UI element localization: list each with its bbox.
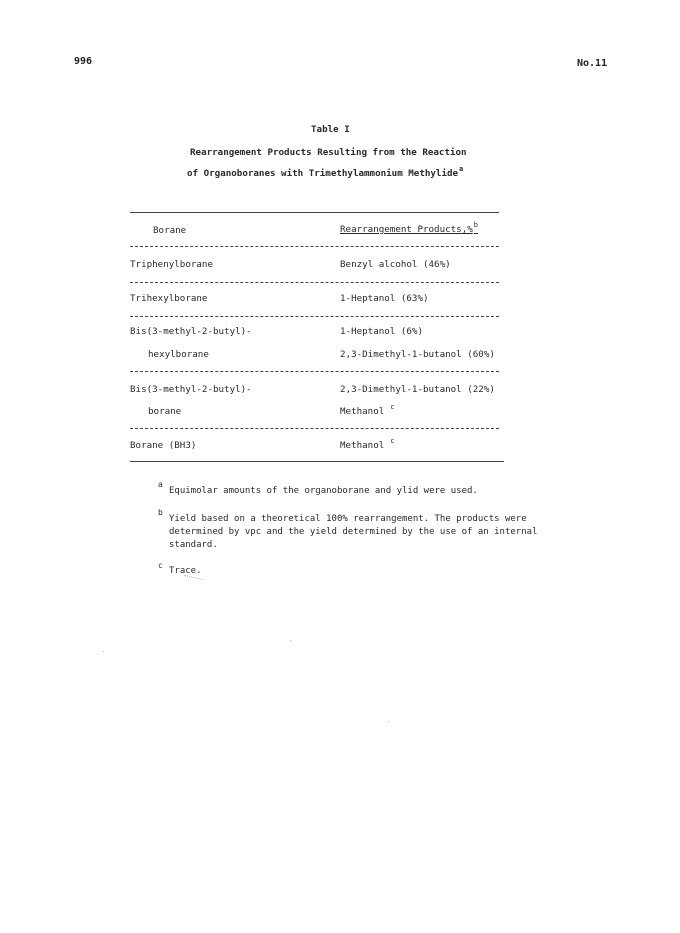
table-cell-product: 2,3-Dimethyl-1-butanol (60%) <box>340 349 495 360</box>
table-cell-product: 1-Heptanol (63%) <box>340 293 429 304</box>
table-row-rule <box>130 371 499 372</box>
footnote-text: Trace. <box>169 566 202 576</box>
scan-speck <box>388 721 389 722</box>
table-label: Table I <box>311 124 350 135</box>
product-footnote-mark: c <box>390 437 395 445</box>
table-cell-borane-cont: borane <box>148 406 182 417</box>
caption-superscript: a <box>459 165 464 173</box>
column-header-products-sup: b <box>473 221 478 229</box>
scan-speck <box>290 640 291 641</box>
table-cell-borane-cont: hexylborane <box>148 349 209 360</box>
product-footnote-mark: c <box>390 403 395 411</box>
table-caption-line1: Rearrangement Products Resulting from the Reaction <box>190 147 467 158</box>
page-number: 996 <box>74 56 93 67</box>
table-cell-borane: Bis(3-methyl-2-butyl)- <box>130 326 252 337</box>
table-cell-product <box>340 437 395 451</box>
table-cell-product: 1-Heptanol (6%) <box>340 326 423 337</box>
table-row-rule <box>130 316 499 317</box>
caption-text: of Organoboranes with Trimethylammonium Methylide <box>187 168 459 179</box>
table-row-rule <box>130 428 499 429</box>
footnote-mark: b <box>158 508 163 517</box>
table-row-rule <box>130 282 499 283</box>
table-cell-borane: Bis(3-methyl-2-butyl)- <box>130 384 252 395</box>
table-cell-product: Benzyl alcohol (46%) <box>340 259 451 270</box>
footnote-text: Yield based on a theoretical 100% rearrangement. The products were determined by vpc and the yield determined by the use of an internal standard. <box>169 514 538 550</box>
table-cell-product <box>340 403 395 417</box>
column-header-products-text: Rearrangement Products,% <box>340 224 473 235</box>
table-cell-borane: Triphenylborane <box>130 259 213 270</box>
product-text: Methanol <box>340 406 385 417</box>
footnote-mark: a <box>158 480 163 489</box>
column-header-products <box>340 221 478 235</box>
table-top-rule <box>130 212 499 213</box>
table-cell-product: 2,3-Dimethyl-1-butanol (22%) <box>340 384 495 395</box>
journal-issue: No.11 <box>577 58 608 69</box>
product-text: Methanol <box>340 440 385 451</box>
table-cell-borane: Trihexylborane <box>130 293 208 304</box>
scan-speck <box>103 651 104 652</box>
footnote-mark: c <box>158 561 163 570</box>
footnote-text: Equimolar amounts of the organoborane and ylid were used. <box>169 486 478 496</box>
table-cell-borane: Borane (BH3) <box>130 440 197 451</box>
table-bottom-rule <box>130 461 504 462</box>
table-caption-line2 <box>187 165 464 179</box>
table-header-rule <box>130 246 499 247</box>
column-header-borane: Borane <box>153 225 187 236</box>
